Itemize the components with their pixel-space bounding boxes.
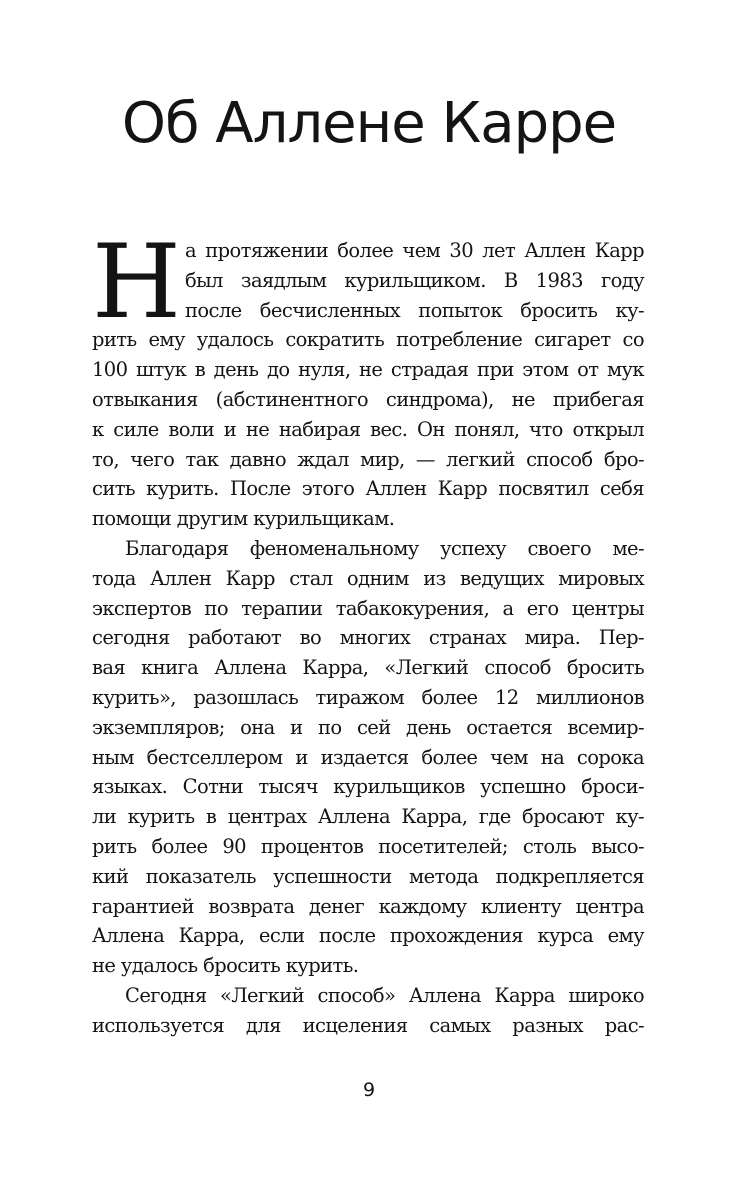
page-number: 9 (362, 1079, 376, 1101)
text-line: экземпляров; она и по сей день остается всемир- (92, 715, 644, 739)
text-line: ли курить в центрах Аллена Карра, где бросают ку- (92, 805, 644, 829)
text-line: Сегодня «Легкий способ» Аллена Карра широко (125, 983, 644, 1007)
text-line: рить более 90 процентов посетителей; столь высо- (92, 834, 644, 858)
text-line: не удалось бросить курить. (92, 954, 359, 978)
text-line: вая книга Аллена Карра, «Легкий способ бросить (92, 656, 644, 680)
text-line: то, чего так давно ждал мир, — легкий способ бро- (92, 447, 644, 471)
body-text (92, 223, 644, 1041)
text-line: ным бестселлером и издается более чем на сорока (92, 745, 644, 769)
text-line: тода Аллен Карр стал одним из ведущих мировых (92, 566, 644, 590)
drop-cap: Н (92, 223, 181, 342)
paragraph-2 (92, 534, 644, 981)
text-line: экспертов по терапии табакокурения, а его центры (92, 596, 644, 620)
text-line: курить», разошлась тиражом более 12 миллионов (92, 685, 644, 709)
text-line: языках. Сотни тысяч курильщиков успешно броси- (92, 775, 644, 799)
text-line: рить ему удалось сократить потребление сигарет со (92, 328, 644, 352)
text-line: кий показатель успешности метода подкрепляется (92, 864, 644, 888)
text-line: Аллена Карра, если после прохождения курса ему (92, 924, 644, 948)
text-line: Благодаря феноменальному успеху своего ме- (125, 536, 644, 560)
text-line: гарантией возврата денег каждому клиенту центра (92, 894, 644, 918)
text-line: был заядлым курильщиком. В 1983 году (185, 268, 644, 292)
text-line: помощи другим курильщикам. (92, 507, 395, 531)
paragraph-3 (92, 981, 644, 1041)
text-line: к силе воли и не набирая вес. Он понял, что открыл (92, 417, 644, 441)
text-line: отвыкания (абстинентного синдрома), не прибегая (92, 387, 644, 411)
chapter-title: Об Аллене Карре (121, 91, 617, 156)
text-line: а протяжении более чем 30 лет Аллен Карр (185, 239, 644, 262)
text-line: после бесчисленных попыток бросить ку- (185, 298, 644, 322)
text-line: 100 штук в день до нуля, не страдая при этом от мук (92, 358, 644, 382)
text-line: сегодня работают во многих странах мира. Пер- (92, 626, 644, 650)
text-line: используется для исцеления самых разных рас- (92, 1013, 644, 1037)
text-line: сить курить. После этого Аллен Карр посвятил себя (92, 477, 644, 501)
